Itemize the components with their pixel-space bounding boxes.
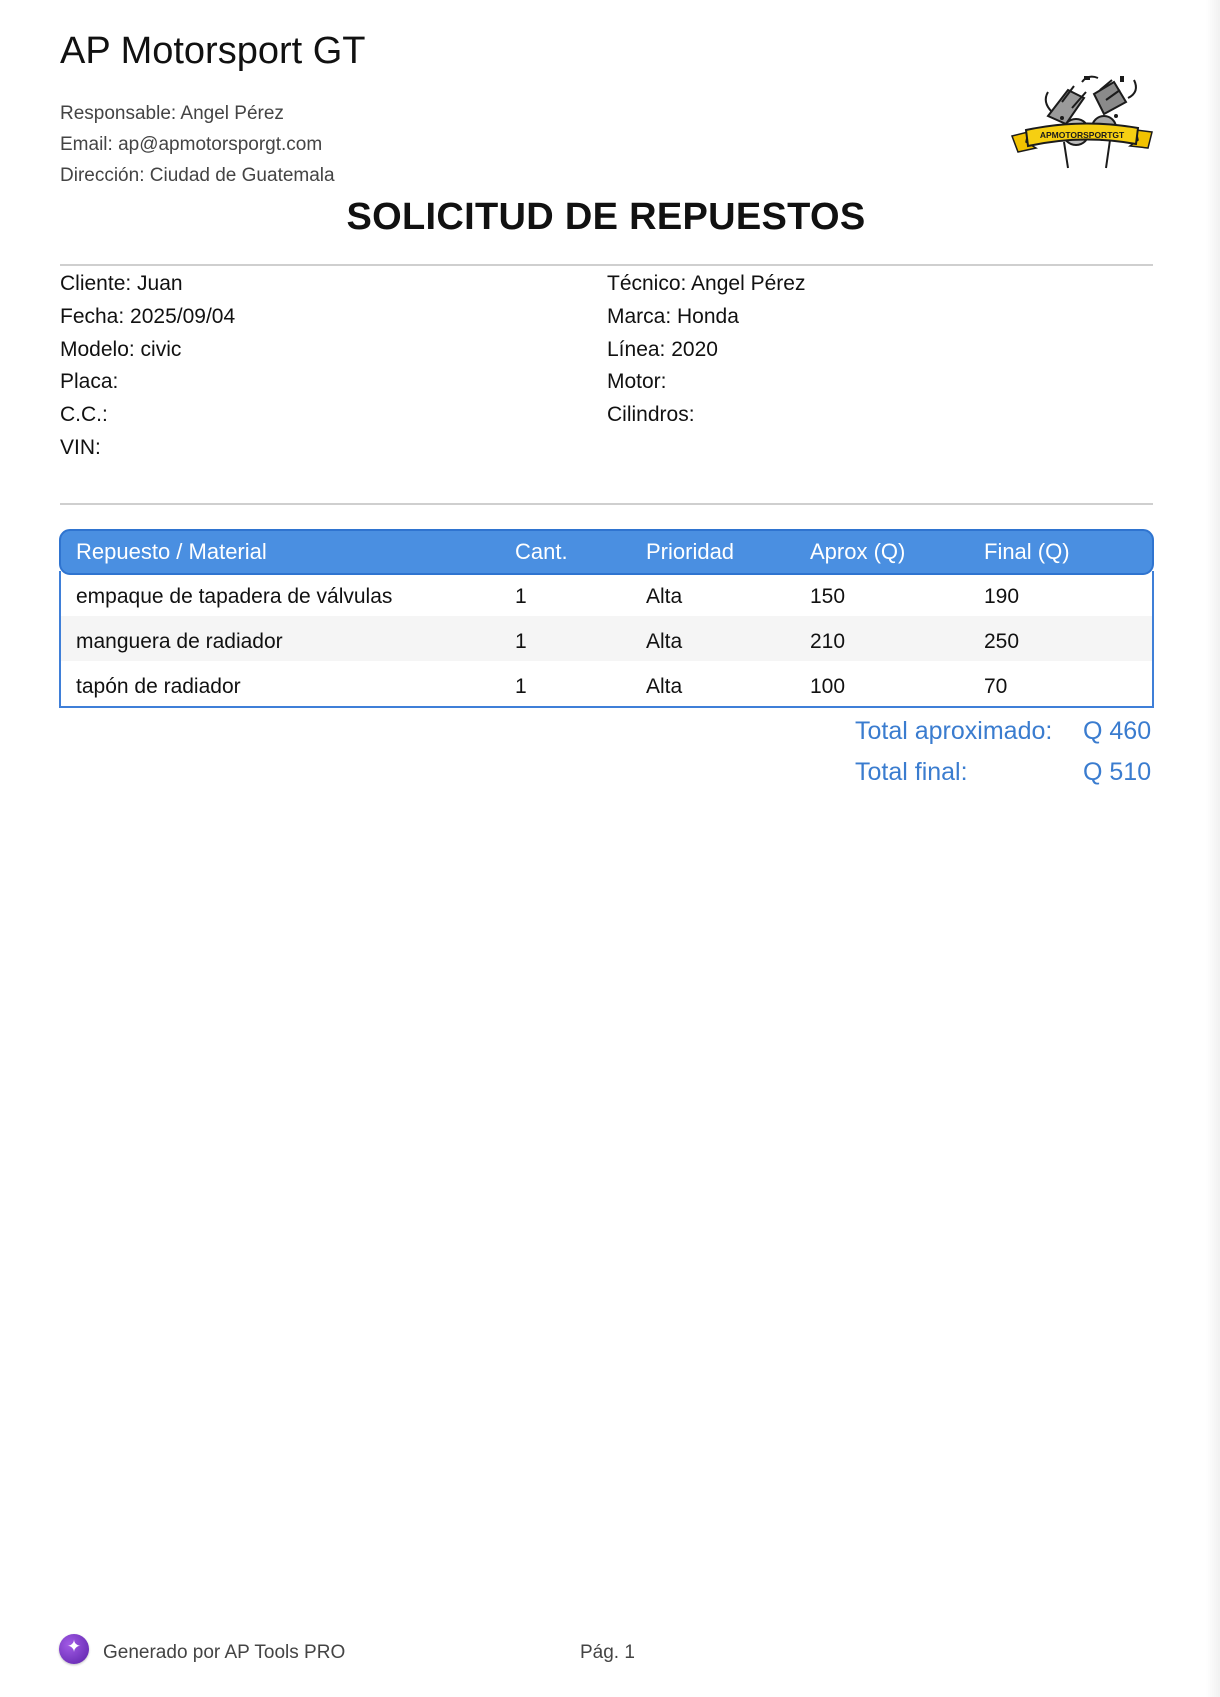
cell-qty: 1 — [515, 585, 527, 608]
total-final-label: Total final: — [855, 758, 968, 786]
cell-approx: 150 — [810, 585, 846, 608]
address-text: Dirección: Ciudad de Guatemala — [60, 165, 335, 186]
app-logo-icon: ✦ — [59, 1634, 89, 1664]
cell-qty: 1 — [515, 675, 527, 698]
info-brand: Marca: Honda — [607, 304, 739, 328]
info-model: Modelo: civic — [60, 337, 182, 361]
table-row — [61, 571, 1152, 616]
cell-priority: Alta — [646, 630, 683, 653]
page-number: Pág. 1 — [580, 1642, 635, 1663]
company-logo-icon — [1002, 72, 1162, 182]
cell-approx: 100 — [810, 675, 846, 698]
responsable-text: Responsable: Angel Pérez — [60, 103, 284, 124]
company-info — [60, 98, 335, 191]
cell-final: 250 — [984, 630, 1020, 653]
total-final-value: Q 510 — [1083, 758, 1152, 786]
column-header-final: Final (Q) — [984, 539, 1070, 564]
column-header-priority: Prioridad — [646, 539, 735, 564]
page-edge — [1206, 0, 1220, 1697]
footer-generated-text: Generado por AP Tools PRO — [103, 1642, 346, 1663]
info-cc: C.C.: — [60, 403, 108, 427]
column-header-part: Repuesto / Material — [76, 539, 267, 564]
cell-part: manguera de radiador — [76, 630, 283, 653]
cell-priority: Alta — [646, 675, 683, 698]
cell-part: tapón de radiador — [76, 675, 241, 698]
info-right-column — [607, 268, 805, 432]
info-date: Fecha: 2025/09/04 — [60, 304, 236, 328]
company-name: AP Motorsport GT — [60, 30, 366, 72]
table-header — [59, 529, 1154, 575]
parts-table — [59, 529, 1154, 708]
divider-bottom — [60, 503, 1153, 505]
column-header-approx: Aprox (Q) — [810, 539, 906, 564]
info-technician: Técnico: Angel Pérez — [607, 272, 806, 295]
cell-qty: 1 — [515, 630, 527, 653]
info-motor: Motor: — [607, 370, 667, 394]
email-text: Email: ap@apmotorsporgt.com — [60, 134, 323, 155]
document-title: SOLICITUD DE REPUESTOS — [346, 196, 866, 238]
info-line: Línea: 2020 — [607, 337, 718, 361]
cell-priority: Alta — [646, 585, 683, 608]
divider-top — [60, 264, 1153, 266]
table-row — [61, 616, 1152, 661]
column-header-qty: Cant. — [515, 539, 568, 564]
cell-final: 70 — [984, 675, 1008, 698]
info-plate: Placa: — [60, 370, 119, 394]
table-body — [59, 571, 1154, 708]
info-cylinders: Cilindros: — [607, 403, 695, 427]
info-client: Cliente: Juan — [60, 272, 183, 295]
total-approx-value: Q 460 — [1083, 717, 1152, 745]
cell-approx: 210 — [810, 630, 846, 653]
info-vin: VIN: — [60, 435, 101, 459]
table-row — [61, 661, 1152, 706]
info-left-column — [60, 268, 235, 465]
total-approx-label: Total aproximado: — [855, 717, 1053, 745]
cell-final: 190 — [984, 585, 1020, 608]
cell-part: empaque de tapadera de válvulas — [76, 585, 393, 608]
logo-text: APMOTORSPORTGT — [1039, 130, 1125, 140]
